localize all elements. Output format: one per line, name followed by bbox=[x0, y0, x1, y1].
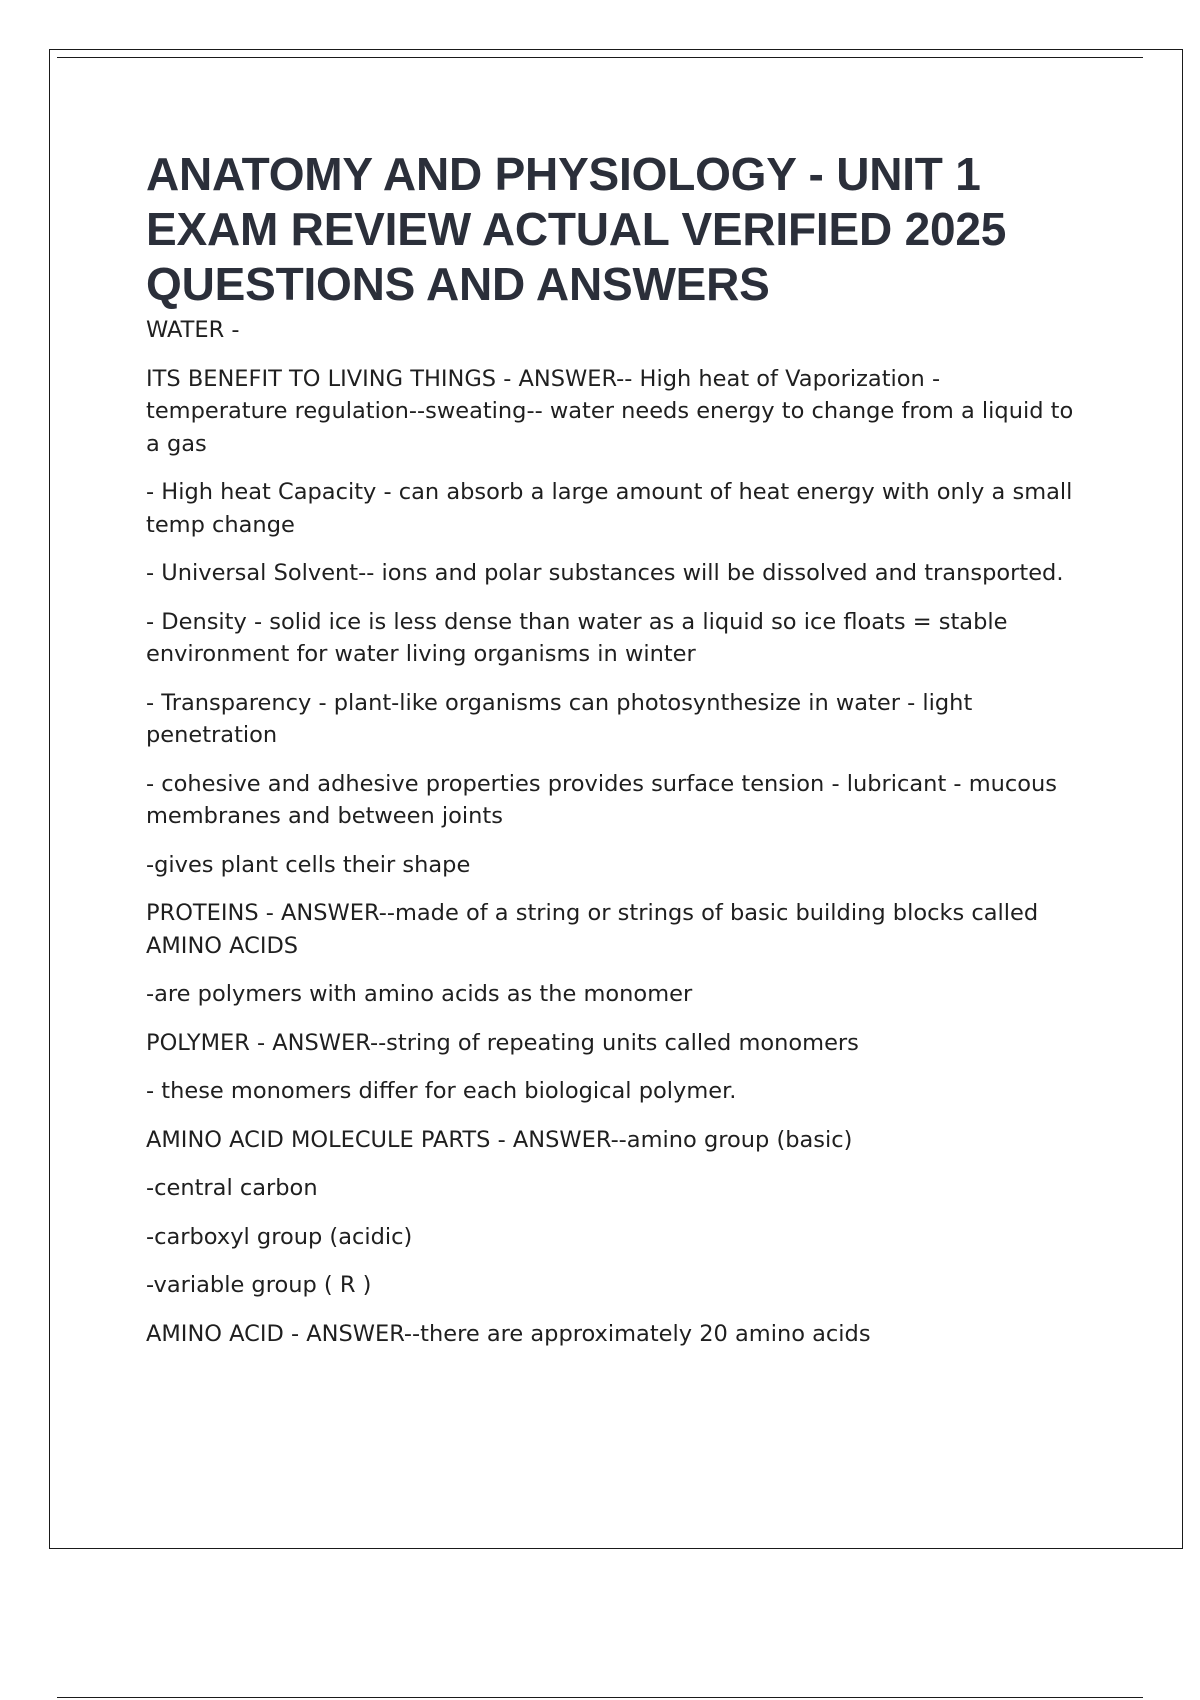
paragraph-polymers-monomer: -are polymers with amino acids as the monomer bbox=[146, 981, 693, 1007]
bottom-rule bbox=[57, 1697, 1143, 1698]
paragraph-carboxyl-group: -carboxyl group (acidic) bbox=[146, 1223, 413, 1250]
paragraph-cohesive-adhesive: - cohesive and adhesive properties provides surface tension - lubricant - mucous membranes and between joints bbox=[146, 770, 1057, 829]
document-title: ANATOMY AND PHYSIOLOGY - UNIT 1 EXAM REVIEW ACTUAL VERIFIED 2025 QUESTIONS AND ANSWERS bbox=[146, 148, 1007, 310]
paragraph-amino-acid: AMINO ACID - ANSWER--there are approximately 20 amino acids bbox=[146, 1320, 871, 1347]
paragraph-water-benefit: ITS BENEFIT TO LIVING THINGS - ANSWER-- High heat of Vaporization - temperature regulation--sweating-- water needs energy to change from a liquid to a gas bbox=[146, 365, 1074, 457]
paragraph-density: - Density - solid ice is less dense than water as a liquid so ice floats = stable environment for water living organisms in winter bbox=[146, 608, 1008, 667]
paragraph-transparency: - Transparency - plant-like organisms can photosynthesize in water - light penetration bbox=[146, 689, 973, 748]
document-body bbox=[146, 147, 1086, 1350]
paragraph-heat-capacity: - High heat Capacity - can absorb a large amount of heat energy with only a small temp change bbox=[146, 479, 1073, 538]
paragraph-monomers-differ: - these monomers differ for each biological polymer. bbox=[146, 1078, 737, 1104]
paragraph-variable-group: -variable group ( R ) bbox=[146, 1272, 372, 1298]
paragraph-universal-solvent: - Universal Solvent-- ions and polar substances will be dissolved and transported. bbox=[146, 560, 1064, 586]
paragraph-plant-cells: -gives plant cells their shape bbox=[146, 851, 471, 878]
paragraph-central-carbon: -central carbon bbox=[146, 1175, 318, 1201]
paragraph-amino-acid-parts: AMINO ACID MOLECULE PARTS - ANSWER--amino group (basic) bbox=[146, 1126, 853, 1153]
paragraph-proteins: PROTEINS - ANSWER--made of a string or strings of basic building blocks called AMINO ACIDS bbox=[146, 900, 1039, 959]
paragraph-polymer: POLYMER - ANSWER--string of repeating units called monomers bbox=[146, 1029, 859, 1056]
paragraph-water: WATER - bbox=[146, 317, 240, 343]
